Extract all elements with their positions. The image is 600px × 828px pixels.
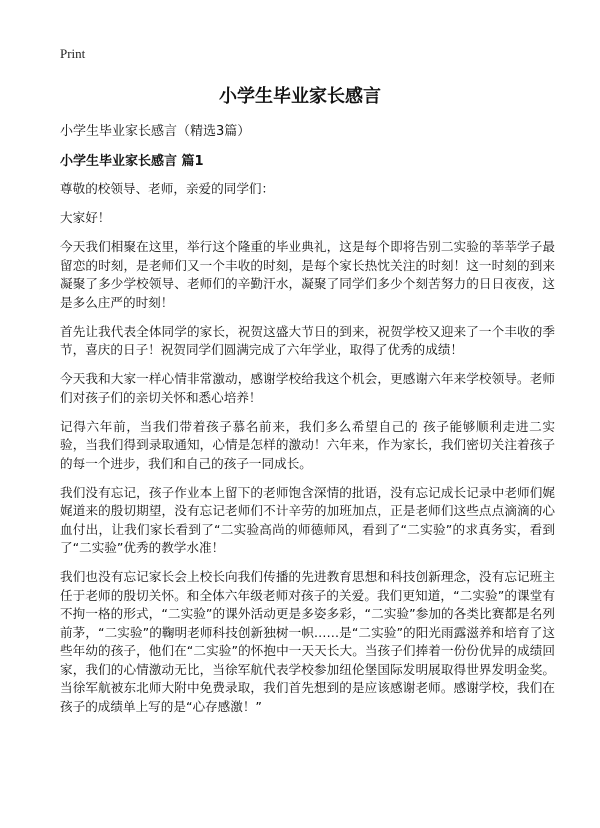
section-heading: 小学生毕业家长感言 篇1 xyxy=(60,154,204,169)
paragraph: 记得六年前，当我们带着孩子慕名前来，我们多么希望自己的 孩子能够顺利走进二实验，当我们得到录取通知，心情是怎样的激动！六年来，作为家长，我们密切关注着孩子的每一个进步，我们和自己的孩子一同成长。 xyxy=(60,418,555,471)
paragraph-salutation: 尊敬的校领导、老师，亲爱的同学们： xyxy=(60,181,275,196)
print-link[interactable]: Print xyxy=(60,46,86,61)
paragraph: 今天我和大家一样心情非常激动，感谢学校给我这个机会，更感谢六年来学校领导。老师们对孩子们的亲切关怀和悉心培养！ xyxy=(60,371,555,405)
paragraph: 我们也没有忘记家长会上校长向我们传播的先进教育思想和科技创新理念，没有忘记班主任于老师的殷切关怀。和全体六年级老师对孩子的关爱。我们更知道，“二实验”的课堂有不拘一格的形式，“二实验”的课外活动更是多姿多彩，“二实验”参加的各类比赛都是名列前茅，“二实验”的鞠明老师科技创新独树一帜……是“二实验”的阳光雨露滋养和培育了这些年幼的孩子，他们在“二实验”的怀抱中一天天长大。当孩子们捧着一份份优异的成绩回家，我们的心情激动无比，当徐军航代表学校参加纽伦堡国际发明展取得世界发明金奖。当徐军航被东北师大附中免费录取，我们首先想到的是应该感谢老师。感谢学校，我们在孩子的成绩单上写的是“心存感激！” xyxy=(60,569,555,714)
paragraph: 今天我们相聚在这里，举行这个隆重的毕业典礼，这是每个即将告别二实验的莘莘学子最留恋的时刻，是老师们又一个丰收的时刻，是每个家长热忱关注的时刻！这一时刻的到来凝聚了多少学校领导、老师们的辛勤汗水，凝聚了同学们多少个刻苦努力的日日夜夜，这是多么庄严的时刻！ xyxy=(60,239,555,310)
paragraph: 我们没有忘记，孩子作业本上留下的老师饱含深情的批语，没有忘记成长记录中老师们娓娓道来的殷切期望，没有忘记老师们不计辛劳的加班加点，正是老师们这些点点滴滴的心血付出，让我们家长看到了“二实验高尚的师德师风，看到了“二实验”的求真务实，看到了“二实验”优秀的教学水准！ xyxy=(60,484,555,555)
page-title: 小学生毕业家长感言 xyxy=(219,86,381,107)
article-body xyxy=(60,180,555,727)
paragraph-greeting: 大家好！ xyxy=(60,210,111,225)
subtitle: 小学生毕业家长感言（精选3篇） xyxy=(60,124,251,139)
paragraph: 首先让我代表全体同学的家长，祝贺这盛大节日的到来，祝贺学校又迎来了一个丰收的季节，喜庆的日子！祝贺同学们圆满完成了六年学业，取得了优秀的成绩！ xyxy=(60,323,555,357)
